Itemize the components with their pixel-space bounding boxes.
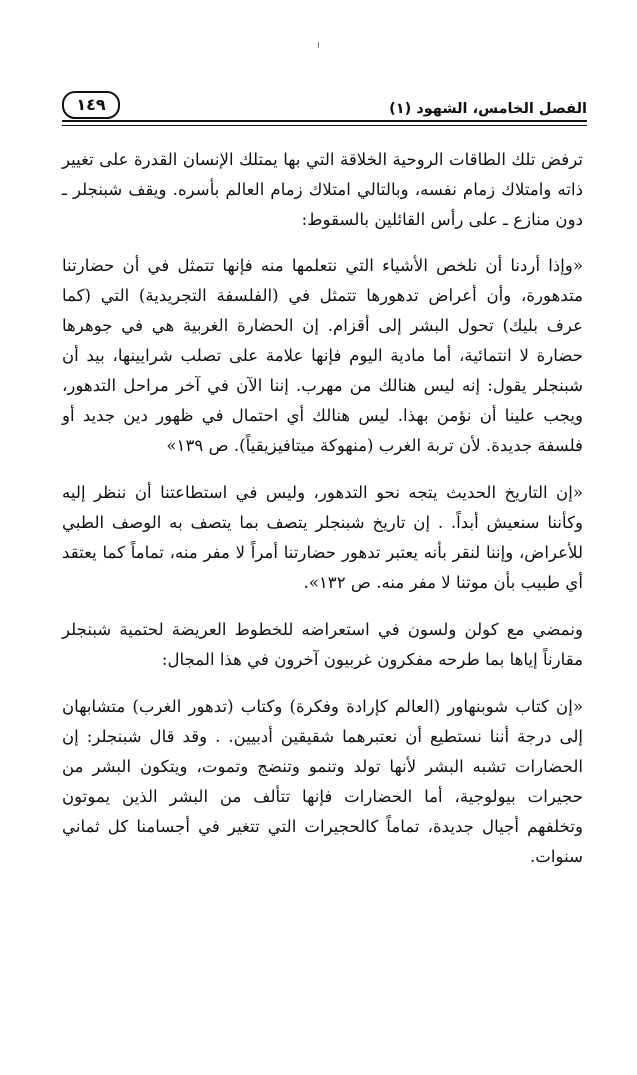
quotation-decline-summary: «وإذا أردنا أن نلخص الأشياء التي نتعلمها منه فإنها تتمثل في أن حضارتنا متدهورة، وأن أعراض تدهورها تتمثل في (الفلسفة التجريدية) التي (كما عرف بليك) تحول البشر إلى أقزام. إن الحضارة الغربية هي في جوهرها حضارة لا انتمائية، أما مادية اليوم فإنها علامة على تصلب شرايينها، بيد أن شبنجلر يقول: إنه ليس هنالك من مهرب. إننا الآن في آخر مراحل التدهور، ويجب علينا أن نؤمن بهذا. ليس هنالك أي احتمال في ظهور دين جديد أو فلسفة جديدة. لأن تربة الغرب (منهوكة ميتافيزيقياً). ص ١٣٩» bbox=[62, 256, 583, 455]
header-rule bbox=[62, 120, 587, 122]
quotation-schopenhauer: «إن كتاب شوبنهاور (العالم كإرادة وفكرة) وكتاب (تدهور الغرب) متشابهان إلى درجة أننا نستطيع أن نعتبرهما شقيقين أدبيين. . وقد قال شبنجلر: إن الحضارات تشبه البشر لأنها تولد وتنمو وتنضج وتموت، ويتكون البشر من حجيرات بيولوجية، أما الحضارات فإنها تتألف من البشر الذين يموتون وتخلفهم أجيال جديدة، تماماً كالحجيرات التي تتغير في أجسامنا كل ثماني سنوات. bbox=[62, 697, 583, 866]
header-rule-thin bbox=[62, 125, 587, 126]
page-number-badge: ١٤٩ bbox=[62, 91, 120, 119]
chapter-title: الفصل الخامس، الشهود (١) bbox=[389, 101, 587, 117]
quotation-modern-history: «إن التاريخ الحديث يتجه نحو التدهور، وليس في استطاعتنا أن ننظر إليه وكأننا سنعيش أبداً. . إن تاريخ شبنجلر يتصف بما يتصف به الوصف الطبي للأعراض، وإننا لنقر بأنه يعتبر تدهور حضارتنا أمراً لا مفر منه، تماماً كما يعتقد أي طبيب بأن موتنا لا مفر منه. ص ١٣٢». bbox=[62, 483, 583, 592]
body-text bbox=[62, 145, 583, 872]
paragraph-intro: ترفض تلك الطاقات الروحية الخلاقة التي بها يمتلك الإنسان القدرة على تغيير ذاته وامتلاك زمام نفسه، وبالتالي امتلاك زمام العالم بأسره. ويقف شبنجلر ـ دون منازع ـ على رأس القائلين بالسقوط: bbox=[62, 150, 583, 229]
running-header bbox=[62, 91, 587, 121]
page-top-mark bbox=[318, 42, 319, 48]
paragraph-colin-wilson: ونمضي مع كولن ولسون في استعراضه للخطوط العريضة لحتمية شبنجلر مقارناً إياها بما طرحه مفكرون غربيون آخرون في هذا المجال: bbox=[62, 620, 583, 669]
